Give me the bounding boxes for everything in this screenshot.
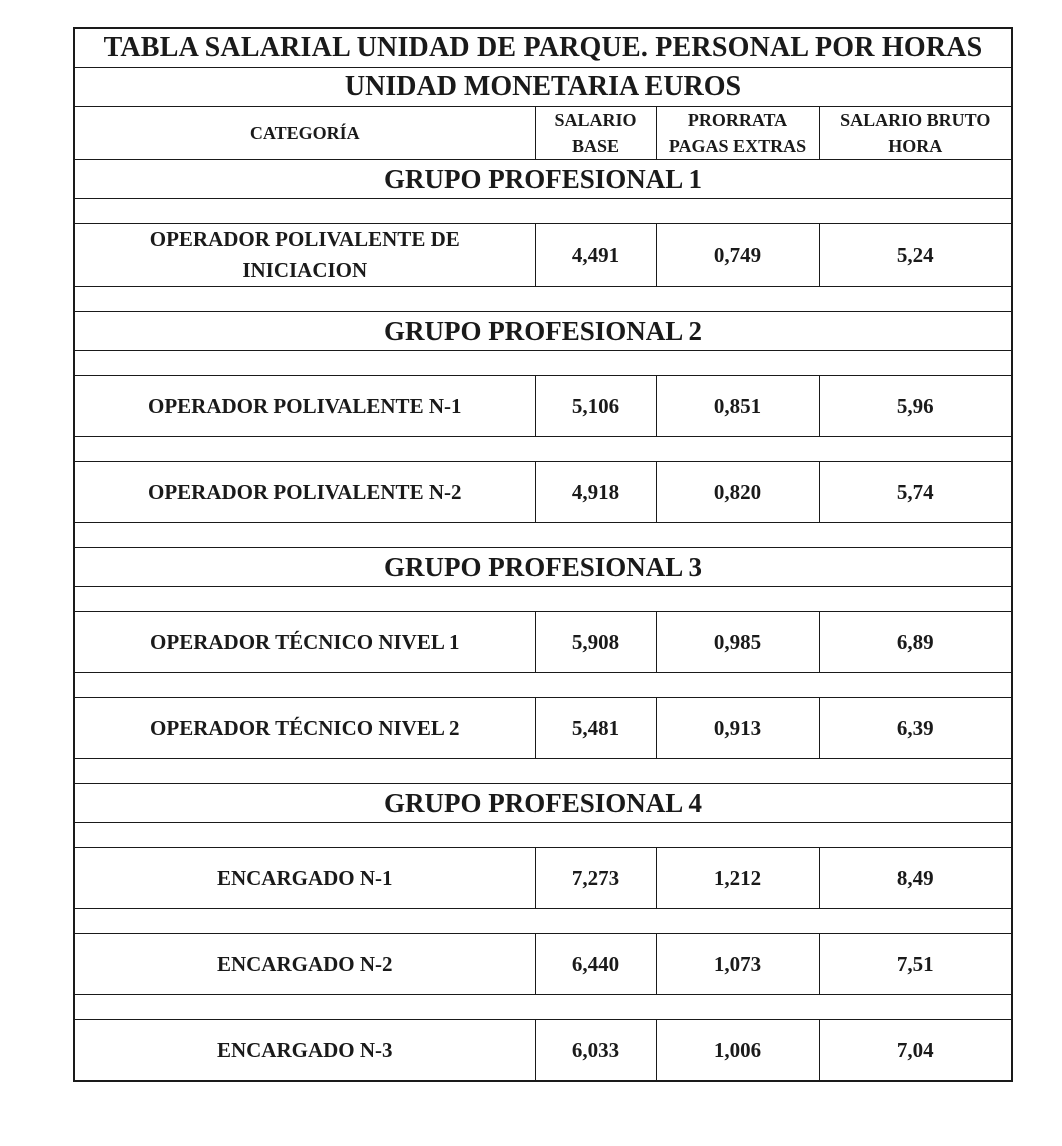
- cell-categoria: OPERADOR TÉCNICO NIVEL 2: [74, 698, 535, 759]
- column-headers: [74, 107, 1012, 160]
- cell-prorrata: 0,913: [656, 698, 819, 759]
- spacer-row: [74, 673, 1012, 698]
- cell-salario-bruto: 6,89: [819, 612, 1012, 673]
- group-heading: GRUPO PROFESIONAL 4: [74, 784, 1012, 823]
- cell-salario-base: 6,440: [535, 934, 656, 995]
- table-row: [74, 698, 1012, 759]
- spacer-row: [74, 287, 1012, 312]
- header-categoria: CATEGORÍA: [74, 107, 535, 160]
- header-salario-base: SALARIO BASE: [535, 107, 656, 160]
- spacer-row: [74, 823, 1012, 848]
- salary-table: [73, 27, 1013, 1082]
- cell-salario-bruto: 5,24: [819, 224, 1012, 287]
- cell-salario-base: 5,481: [535, 698, 656, 759]
- cell-prorrata: 0,749: [656, 224, 819, 287]
- cell-categoria: OPERADOR POLIVALENTE N-2: [74, 462, 535, 523]
- cell-prorrata: 1,006: [656, 1020, 819, 1082]
- table-row: [74, 934, 1012, 995]
- currency-unit: UNIDAD MONETARIA EUROS: [74, 68, 1012, 107]
- cell-salario-base: 4,491: [535, 224, 656, 287]
- cell-categoria: ENCARGADO N-1: [74, 848, 535, 909]
- cell-categoria: OPERADOR TÉCNICO NIVEL 1: [74, 612, 535, 673]
- group-heading: GRUPO PROFESIONAL 2: [74, 312, 1012, 351]
- cell-prorrata: 0,851: [656, 376, 819, 437]
- cell-salario-base: 5,908: [535, 612, 656, 673]
- cell-prorrata: 0,820: [656, 462, 819, 523]
- cell-salario-bruto: 7,51: [819, 934, 1012, 995]
- group-heading: GRUPO PROFESIONAL 1: [74, 160, 1012, 199]
- spacer-row: [74, 909, 1012, 934]
- table-row: [74, 224, 1012, 287]
- table-title: TABLA SALARIAL UNIDAD DE PARQUE. PERSONAL POR HORAS: [74, 28, 1012, 68]
- cell-categoria: OPERADOR POLIVALENTE N-1: [74, 376, 535, 437]
- table-row: [74, 848, 1012, 909]
- cell-prorrata: 1,212: [656, 848, 819, 909]
- cell-salario-bruto: 6,39: [819, 698, 1012, 759]
- cell-salario-base: 5,106: [535, 376, 656, 437]
- spacer-row: [74, 199, 1012, 224]
- cell-salario-bruto: 7,04: [819, 1020, 1012, 1082]
- table-row: [74, 1020, 1012, 1082]
- cell-salario-base: 4,918: [535, 462, 656, 523]
- spacer-row: [74, 587, 1012, 612]
- cell-categoria: ENCARGADO N-3: [74, 1020, 535, 1082]
- spacer-row: [74, 995, 1012, 1020]
- spacer-row: [74, 523, 1012, 548]
- cell-categoria: ENCARGADO N-2: [74, 934, 535, 995]
- cell-prorrata: 0,985: [656, 612, 819, 673]
- cell-salario-base: 6,033: [535, 1020, 656, 1082]
- header-prorrata: PRORRATA PAGAS EXTRAS: [656, 107, 819, 160]
- spacer-row: [74, 437, 1012, 462]
- cell-prorrata: 1,073: [656, 934, 819, 995]
- header-salario-bruto: SALARIO BRUTO HORA: [819, 107, 1012, 160]
- table-row: [74, 376, 1012, 437]
- cell-salario-base: 7,273: [535, 848, 656, 909]
- table-row: [74, 612, 1012, 673]
- cell-salario-bruto: 8,49: [819, 848, 1012, 909]
- table-row: [74, 462, 1012, 523]
- group-heading: GRUPO PROFESIONAL 3: [74, 548, 1012, 587]
- cell-salario-bruto: 5,74: [819, 462, 1012, 523]
- spacer-row: [74, 759, 1012, 784]
- cell-salario-bruto: 5,96: [819, 376, 1012, 437]
- spacer-row: [74, 351, 1012, 376]
- cell-categoria: OPERADOR POLIVALENTE DE INICIACION: [74, 224, 535, 287]
